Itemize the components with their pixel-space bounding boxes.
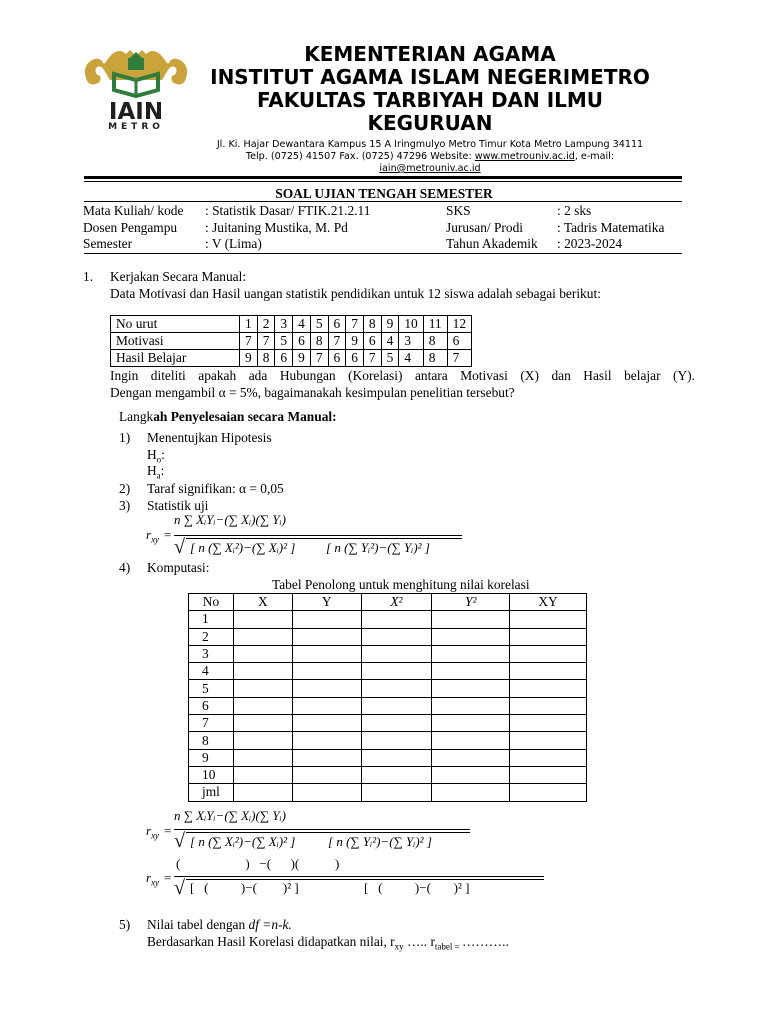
blank-den-a: [ ( )−( )² ] [190,880,299,895]
step-5-text [147,917,292,934]
data-cell: 7 [447,350,471,367]
title-underline [84,201,682,202]
step-5-text-a: Nilai tabel dengan [147,917,249,932]
empty-cell [510,628,587,645]
question-number: 1. [83,269,94,284]
formula-r: $r_{xy}$ [146,527,160,545]
data-cell: 7 [240,333,258,350]
info-label: SKS [446,203,471,218]
row-number-cell: 9 [189,749,234,766]
info-row [83,220,693,237]
empty-cell [510,784,587,801]
empty-cell [361,715,432,732]
empty-cell [361,732,432,749]
helper-table-row [189,784,587,801]
formula-den-b: [ n (∑ Yᵢ²)−(∑ Yᵢ)² ] [326,540,430,555]
helper-column-header: X [233,594,292,611]
data-cell: 7 [310,350,328,367]
empty-cell [510,663,587,680]
helper-table-header [189,594,587,611]
data-cell: 2 [257,316,275,333]
helper-table-row [189,611,587,628]
data-cell: 6 [293,333,311,350]
data-table [110,315,472,367]
helper-table-row [189,749,587,766]
data-cell: 3 [399,333,423,350]
data-cell: 10 [399,316,423,333]
step-2-num: 2) [119,481,131,496]
info-value: : Juitaning Mustika, M. Pd [205,219,348,235]
blank-den-b: [ ( )−( )² ] [364,880,470,895]
sqrt-icon: √ [174,877,185,899]
data-cell: 7 [363,350,381,367]
step-2-text: Taraf signifikan: α = 0,05 [147,481,284,496]
empty-cell [432,766,510,783]
empty-cell [432,732,510,749]
data-table-row [111,316,472,333]
blank-numerator: ( ) −( )( ) [176,856,340,871]
empty-cell [292,645,361,662]
step-4-text: Komputasi: [147,560,210,575]
helper-table-row [189,732,587,749]
row-number-cell: 8 [189,732,234,749]
info-label: Tahun Akademik [446,236,538,251]
helper-table-title: Tabel Penolong untuk menghitung nilai korelasi [272,577,530,592]
formula-eq: = [164,527,172,542]
row-number-cell: 2 [189,628,234,645]
row-number-cell: 3 [189,645,234,662]
question-instruction: Kerjakan Secara Manual: [110,269,247,284]
helper-column-header: No [189,594,234,611]
row-number-cell: 10 [189,766,234,783]
header-rule [84,176,682,179]
data-cell: 6 [328,350,346,367]
ministry-name: KEMENTERIAN AGAMA [304,42,556,66]
ha-colon: : [160,463,165,478]
info-value: : 2023-2024 [557,236,623,251]
exam-info [83,203,693,253]
row-number-cell: 4 [189,663,234,680]
info-row [83,236,693,253]
question-ask-1: Ingin diteliti apakah ada Hubungan (Korelasi) antara Motivasi (X) dan Hasil belajar (Y). [110,368,695,383]
empty-cell [233,628,292,645]
data-cell: 1 [240,316,258,333]
exam-title: SOAL UJIAN TENGAH SEMESTER [275,186,493,201]
empty-cell [292,766,361,783]
h0-letter: H [147,447,157,462]
website-link[interactable]: www.metrouniv.ac.id [474,151,575,162]
step-5-text-b: df =n-k. [248,917,292,932]
helper-column-header: Y² [432,594,510,611]
data-cell: 5 [310,316,328,333]
ha-letter: H [147,463,157,478]
data-cell: 4 [381,333,399,350]
empty-cell [510,749,587,766]
data-table-row [111,333,472,350]
question-ask-2: Dengan mengambil α = 5%, bagaimanakah kesimpulan penelitian tersebut? [110,385,515,400]
helper-column-header: XY [510,594,587,611]
address-line: Jl. Ki. Hajar Dewantara Kampus 15 A Iringmulyo Metro Timur Kota Metro Lampung 34111 [216,139,644,150]
correlation-formula-2 [146,808,476,858]
data-cell: 3 [275,316,293,333]
empty-cell [510,766,587,783]
empty-cell [510,732,587,749]
institution-logo [80,44,192,136]
helper-table-row [189,766,587,783]
formula-r: $r_{xy}$ [146,870,160,888]
logo-subtitle: METRO [108,122,164,132]
info-row [83,203,693,220]
info-value: : Tadris Matematika [557,219,665,235]
empty-cell [292,715,361,732]
info-label: Mata Kuliah/ kode [83,203,184,218]
row-number-cell: 6 [189,697,234,714]
row-number-cell: 7 [189,715,234,732]
faculty-name-cont: KEGURUAN [367,111,493,135]
empty-cell [510,715,587,732]
row-number-cell: jml [189,784,234,801]
empty-cell [233,645,292,662]
sqrt-icon: √ [174,536,185,558]
formula-numerator: n ∑ XᵢYᵢ−(∑ Xᵢ)(∑ Yᵢ) [174,808,286,823]
data-cell: 6 [363,333,381,350]
data-cell: 8 [423,333,447,350]
sqrt-icon: √ [174,830,185,852]
formula-den-a: [ n (∑ Xᵢ²)−(∑ Xᵢ)² ] [190,540,296,555]
empty-cell [233,663,292,680]
empty-cell [361,680,432,697]
info-label: Dosen Pengampu [83,219,178,235]
question-intro: Data Motivasi dan Hasil uangan statistik pendidikan untuk 12 siswa adalah sebagai berikut: [110,286,601,301]
empty-cell [233,732,292,749]
step-5-conclusion: Berdasarkan Hasil Korelasi didapatkan nilai, $r_{xy}$ ….. $r_{tabel =}$ ……….. [147,934,509,952]
steps-heading-a: Langk [119,409,154,424]
empty-cell [361,663,432,680]
empty-cell [361,749,432,766]
helper-table-row [189,663,587,680]
empty-cell [233,784,292,801]
helper-column-header: Y [292,594,361,611]
empty-cell [292,611,361,628]
empty-cell [361,697,432,714]
formula-den-b: [ n (∑ Yᵢ²)−(∑ Yᵢ)² ] [328,834,432,849]
contact-line [190,151,670,163]
data-cell: 8 [310,333,328,350]
info-value: : Statistik Dasar/ FTIK.21.2.11 [205,203,371,218]
row-header-cell: No urut [111,316,240,333]
empty-cell [292,732,361,749]
data-cell: 4 [399,350,423,367]
empty-cell [361,766,432,783]
data-cell: 12 [447,316,471,333]
email-link[interactable]: iain@metrouniv.ac.id [379,163,481,174]
empty-cell [432,663,510,680]
empty-cell [233,715,292,732]
empty-cell [292,784,361,801]
empty-cell [292,697,361,714]
h0-sub: o [156,454,162,465]
step-5-num: 5) [119,917,131,932]
empty-cell [233,697,292,714]
empty-cell [233,680,292,697]
empty-cell [233,766,292,783]
data-cell: 6 [275,350,293,367]
email-label: , e-mail: [574,151,615,162]
empty-cell [432,628,510,645]
data-cell: 6 [328,316,346,333]
empty-cell [432,697,510,714]
data-cell: 8 [257,350,275,367]
empty-cell [361,611,432,628]
empty-cell [510,611,587,628]
info-label: Jurusan/ Prodi [446,219,523,235]
data-cell: 11 [423,316,447,333]
data-cell: 6 [346,350,364,367]
institute-name: INSTITUT AGAMA ISLAM NEGERIMETRO [210,65,650,89]
data-cell: 9 [293,350,311,367]
steps-heading [119,409,337,426]
empty-cell [432,749,510,766]
faculty-name: FAKULTAS TARBIYAH DAN ILMU [256,88,604,112]
info-value: : 2 sks [557,203,592,218]
empty-cell [510,680,587,697]
data-cell: 8 [363,316,381,333]
correlation-formula-1 [146,512,466,562]
helper-table-row [189,628,587,645]
data-cell: 7 [328,333,346,350]
svg-text:IAIN: IAIN [108,99,164,125]
row-header-cell: Motivasi [111,333,240,350]
phone-fax: Telp. (0725) 41507 Fax. (0725) 47296 Website: [245,151,475,162]
info-value: : V (Lima) [205,236,262,251]
correlation-formula-blank [146,856,546,906]
info-label: Semester [83,236,133,251]
formula-numerator: n ∑ XᵢYᵢ−(∑ Xᵢ)(∑ Yᵢ) [174,512,286,527]
step-4-num: 4) [119,560,131,575]
row-header-cell: Hasil Belajar [111,350,240,367]
formula-eq: = [164,823,172,838]
formula-eq: = [164,870,172,885]
row-number-cell: 1 [189,611,234,628]
helper-table-row [189,697,587,714]
empty-cell [432,645,510,662]
h0-colon: : [161,447,165,462]
empty-cell [233,611,292,628]
empty-cell [292,749,361,766]
formula-den-a: [ n (∑ Xᵢ²)−(∑ Xᵢ)² ] [190,834,296,849]
helper-column-header: X² [361,594,432,611]
helper-table [188,593,587,802]
empty-cell [361,628,432,645]
data-cell: 6 [447,333,471,350]
helper-table-row [189,715,587,732]
step-3-num: 3) [119,498,131,513]
empty-cell [510,645,587,662]
empty-cell [361,784,432,801]
hypothesis-ha [147,463,164,482]
step-1-num: 1) [119,430,131,445]
empty-cell [361,645,432,662]
helper-table-row [189,680,587,697]
empty-cell [292,680,361,697]
data-cell: 5 [381,350,399,367]
data-cell: 8 [423,350,447,367]
formula-r: $r_{xy}$ [146,823,160,841]
header-rule-thin [84,181,682,182]
empty-cell [233,749,292,766]
data-table-row [111,350,472,367]
data-cell: 7 [257,333,275,350]
data-cell: 4 [293,316,311,333]
empty-cell [292,628,361,645]
row-number-cell: 5 [189,680,234,697]
data-cell: 7 [346,316,364,333]
data-cell: 9 [346,333,364,350]
letterhead [190,43,670,175]
ha-sub: a [156,470,161,481]
empty-cell [432,715,510,732]
empty-cell [432,784,510,801]
steps-heading-b: ah Penyelesaian secara Manual: [153,409,337,424]
helper-table-row [189,645,587,662]
data-cell: 5 [275,333,293,350]
empty-cell [292,663,361,680]
empty-cell [432,611,510,628]
empty-cell [510,697,587,714]
empty-cell [432,680,510,697]
step-3-text: Statistik uji [147,498,209,513]
data-cell: 9 [240,350,258,367]
data-cell: 9 [381,316,399,333]
step-1-text: Menentujkan Hipotesis [147,430,272,445]
info-bottom-rule [84,253,682,254]
